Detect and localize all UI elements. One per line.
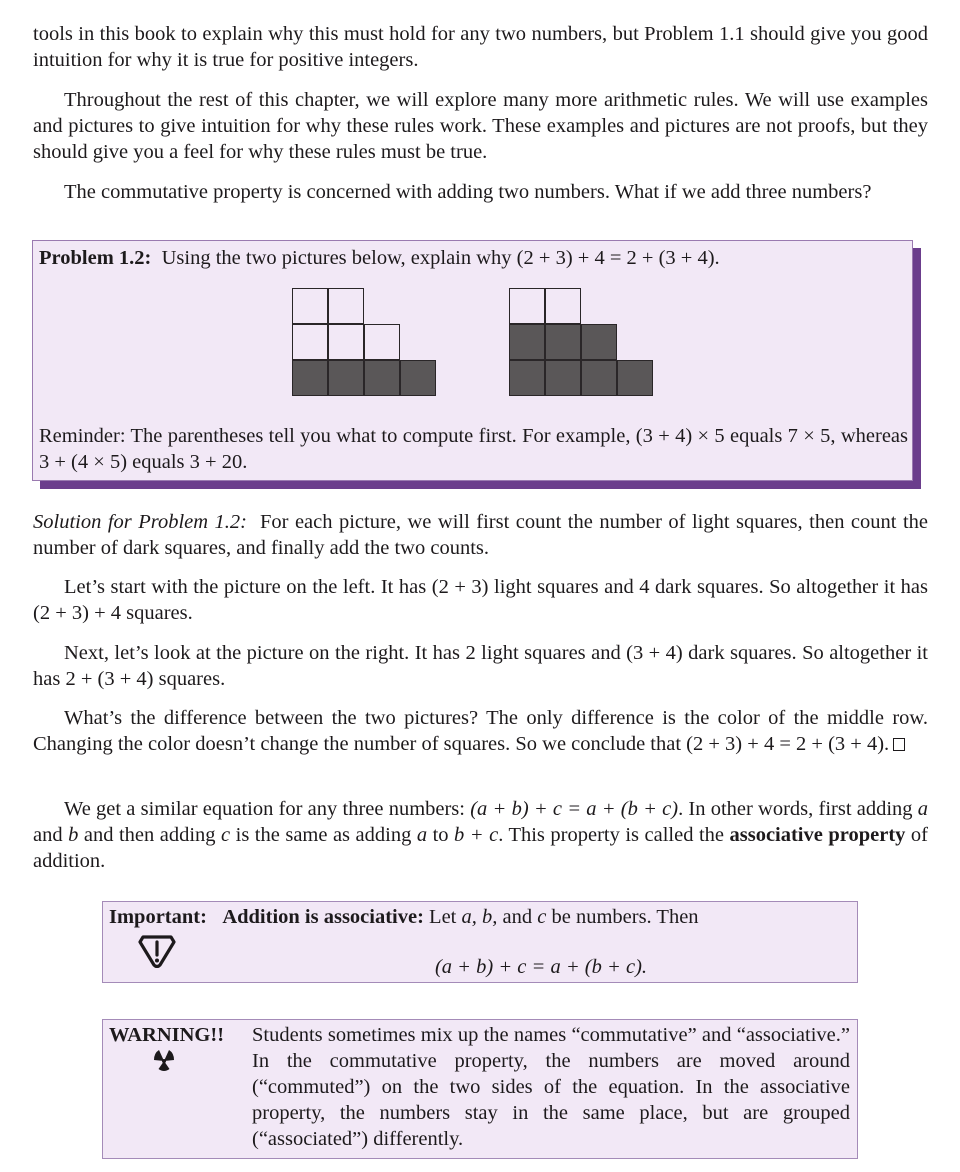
square-dark [292, 360, 328, 396]
square-light [328, 324, 364, 360]
associative-paragraph [33, 796, 928, 874]
variable-b: b [68, 824, 79, 846]
square-dark [509, 360, 545, 396]
important-heading: Addition is associative: [222, 906, 424, 928]
solution-intro [33, 509, 928, 561]
text-fragment: is the same as adding [230, 824, 417, 846]
square-dark [509, 324, 545, 360]
text-fragment: of addition. [33, 824, 928, 872]
solution-paragraph-right: Next, let’s look at the picture on the right. It has 2 light squares and (3 + 4) dark squares. So altogether it has 2 + (3 + 4) squares. [33, 642, 928, 690]
square-dark [581, 360, 617, 396]
problem-box [32, 240, 913, 481]
square-dark [581, 324, 617, 360]
associative-equation: (a + b) + c = a + (b + c). [434, 956, 648, 978]
square-dark [328, 360, 364, 396]
variable-a: a [917, 798, 929, 820]
expression-b-plus-c: b + c [454, 824, 499, 846]
text-fragment: and then adding [78, 824, 222, 846]
text-fragment: and [33, 824, 69, 846]
square-light [328, 288, 364, 324]
warning-box [102, 1019, 858, 1159]
square-light [509, 288, 545, 324]
text-fragment: . In other words, first adding [678, 798, 918, 820]
warning-text: Students sometimes mix up the names “commutative” and “associative.” In the commutative property, the numbers are moved around (“commuted”) on the two sides of the equation. In the associative property, the numbers stay in the same place, but are grouped (“associated”) differently. [252, 1024, 850, 1150]
square-light [364, 324, 400, 360]
intro-paragraph-2: Throughout the rest of this chapter, we will explore many more arithmetic rules. We will use examples and pictures to give intuition for why these rules work. These examples and pictures are not proofs, but they should give you a feel for why these rules must be true. [33, 89, 928, 163]
square-dark [617, 360, 653, 396]
variables-a-b: a, b, [461, 906, 498, 928]
problem-title [39, 245, 720, 271]
general-equation: (a + b) + c = a + (b + c) [470, 798, 679, 820]
variable-c: c [537, 906, 547, 928]
intro-paragraph-3: The commutative property is concerned with adding two numbers. What if we add three numbers? [64, 181, 872, 203]
solution-paragraph-difference [33, 705, 928, 757]
variable-a: a [416, 824, 428, 846]
problem-label: Problem 1.2: [39, 247, 152, 269]
solution-label: Solution for Problem 1.2: [33, 511, 248, 533]
square-light [545, 288, 581, 324]
important-heading-line [109, 904, 699, 930]
text-fragment: . This property is called the [498, 824, 730, 846]
associative-property-term: associative property [729, 824, 906, 846]
square-dark [545, 324, 581, 360]
square-light [292, 288, 328, 324]
text-fragment: be numbers. Then [546, 906, 699, 928]
solution-intro-text: For each picture, we will first count the number of light squares, then count the number of dark squares, and finally add the two counts. [33, 511, 928, 559]
intro-paragraph-1: tools in this book to explain why this must hold for any two numbers, but Problem 1.1 should give you good intuition for why it is true for positive integers. [33, 23, 928, 71]
solution-paragraph-left: Let’s start with the picture on the left. It has (2 + 3) light squares and 4 dark squares. So altogether it has (2 + 3) + 4 squares. [33, 576, 928, 624]
solution-difference-text: What’s the difference between the two pictures? The only difference is the color of the middle row. Changing the color doesn’t change the number of squares. So we conclude that (2 + 3) + 4 = 2 + (3 + 4). [33, 707, 928, 755]
text-fragment: We get a similar equation for any three numbers: [64, 798, 471, 820]
square-dark [545, 360, 581, 396]
problem-reminder: Reminder: The parentheses tell you what to compute first. For example, (3 + 4) × 5 equals 7 × 5, whereas 3 + (4 × 5) equals 3 + 20. [39, 425, 908, 473]
text-fragment: and [497, 906, 538, 928]
text-fragment: Let [423, 906, 462, 928]
square-dark [400, 360, 436, 396]
radiation-hazard-icon [151, 1049, 177, 1073]
important-box [102, 901, 858, 983]
square-light [292, 324, 328, 360]
text-fragment: to [427, 824, 455, 846]
qed-square-icon [893, 738, 905, 751]
square-dark [364, 360, 400, 396]
variable-c: c [221, 824, 231, 846]
important-label: Important: [109, 906, 207, 928]
warning-label: WARNING!! [109, 1024, 225, 1046]
problem-statement: Using the two pictures below, explain why (2 + 3) + 4 = 2 + (3 + 4). [161, 247, 720, 269]
